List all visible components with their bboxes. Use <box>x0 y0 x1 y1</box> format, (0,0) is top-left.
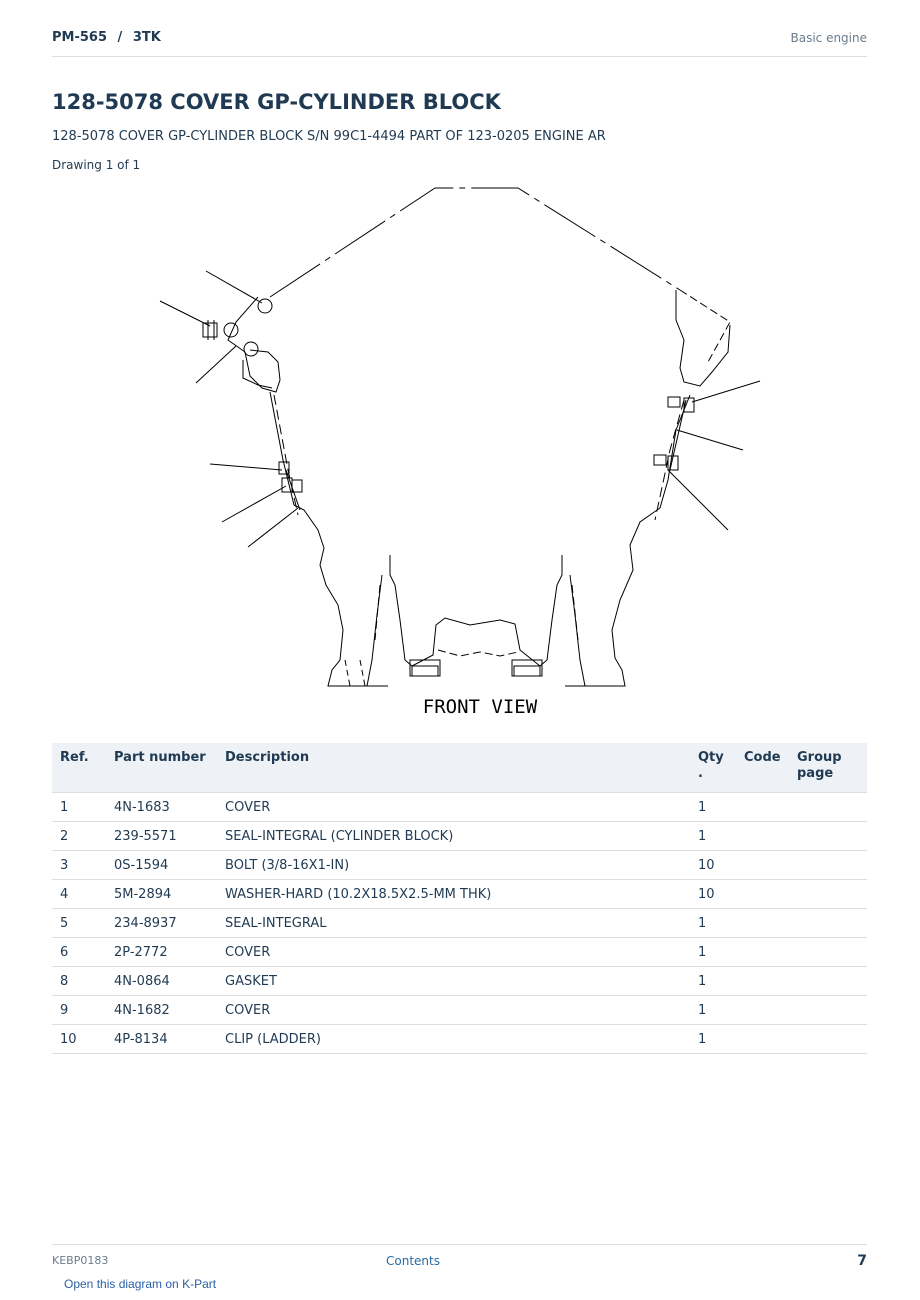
part-number-cell: 4N-0864 <box>106 967 217 996</box>
page-footer <box>52 1244 867 1269</box>
code-cell <box>736 793 789 822</box>
description-cell: WASHER-HARD (10.2X18.5X2.5-MM THK) <box>217 880 690 909</box>
serial-prefix-label: 3TK <box>132 30 161 45</box>
col-group-line2: page <box>797 766 834 781</box>
table-row[interactable] <box>52 938 867 967</box>
col-group-line1: Group <box>797 750 842 765</box>
group-page-cell <box>789 1025 867 1054</box>
model-label: PM-565 <box>52 30 107 45</box>
qty-cell: 1 <box>690 938 736 967</box>
col-ref: Ref. <box>52 743 106 793</box>
ref-cell: 2 <box>52 822 106 851</box>
part-number-cell: 2P-2772 <box>106 938 217 967</box>
ref-cell: 3 <box>52 851 106 880</box>
description-cell: COVER <box>217 793 690 822</box>
qty-cell: 1 <box>690 967 736 996</box>
ref-cell: 4 <box>52 880 106 909</box>
document-id: KEBP0183 <box>52 1254 109 1267</box>
code-cell <box>736 909 789 938</box>
code-cell <box>736 880 789 909</box>
description-cell: COVER <box>217 996 690 1025</box>
table-row[interactable] <box>52 996 867 1025</box>
part-number-cell: 4N-1682 <box>106 996 217 1025</box>
parts-table <box>52 743 867 1054</box>
code-cell <box>736 996 789 1025</box>
group-page-cell <box>789 822 867 851</box>
open-diagram-link[interactable]: Open this diagram on K-Part <box>64 1277 217 1291</box>
description-cell: SEAL-INTEGRAL <box>217 909 690 938</box>
qty-cell: 1 <box>690 909 736 938</box>
parts-diagram[interactable] <box>150 180 770 725</box>
ref-cell: 5 <box>52 909 106 938</box>
qty-cell: 1 <box>690 793 736 822</box>
col-qty <box>690 743 736 793</box>
ref-cell: 6 <box>52 938 106 967</box>
table-row[interactable] <box>52 793 867 822</box>
ref-cell: 8 <box>52 967 106 996</box>
section-label: Basic engine <box>790 31 867 45</box>
code-cell <box>736 851 789 880</box>
table-header-row <box>52 743 867 793</box>
qty-cell: 10 <box>690 851 736 880</box>
col-qty-line1: Qty <box>698 750 724 765</box>
page-header <box>52 28 867 57</box>
contents-link[interactable]: Contents <box>386 1254 440 1268</box>
col-group-page <box>789 743 867 793</box>
code-cell <box>736 967 789 996</box>
description-cell: BOLT (3/8-16X1-IN) <box>217 851 690 880</box>
group-page-cell <box>789 996 867 1025</box>
qty-cell: 1 <box>690 822 736 851</box>
table-row[interactable] <box>52 1025 867 1054</box>
group-page-cell <box>789 938 867 967</box>
code-cell <box>736 822 789 851</box>
table-row[interactable] <box>52 880 867 909</box>
group-page-cell <box>789 967 867 996</box>
group-page-cell <box>789 909 867 938</box>
table-row[interactable] <box>52 967 867 996</box>
col-part-number: Part number <box>106 743 217 793</box>
description-cell: COVER <box>217 938 690 967</box>
col-qty-line2: . <box>698 766 703 781</box>
code-cell <box>736 1025 789 1054</box>
ref-cell: 9 <box>52 996 106 1025</box>
front-view-label: FRONT VIEW <box>422 696 538 718</box>
part-number-cell: 234-8937 <box>106 909 217 938</box>
col-code: Code <box>736 743 789 793</box>
qty-cell: 10 <box>690 880 736 909</box>
group-page-cell <box>789 793 867 822</box>
part-number-cell: 5M-2894 <box>106 880 217 909</box>
part-number-cell: 4N-1683 <box>106 793 217 822</box>
qty-cell: 1 <box>690 1025 736 1054</box>
part-number-cell: 4P-8134 <box>106 1025 217 1054</box>
breadcrumb-separator: / <box>117 30 123 45</box>
group-page-cell <box>789 851 867 880</box>
qty-cell: 1 <box>690 996 736 1025</box>
part-number-cell: 0S-1594 <box>106 851 217 880</box>
drawing-count: Drawing 1 of 1 <box>52 158 141 172</box>
group-page-cell <box>789 880 867 909</box>
page-subtitle: 128-5078 COVER GP-CYLINDER BLOCK S/N 99C1-4494 PART OF 123-0205 ENGINE AR <box>52 129 606 144</box>
breadcrumb <box>52 30 161 45</box>
description-cell: SEAL-INTEGRAL (CYLINDER BLOCK) <box>217 822 690 851</box>
part-number-cell: 239-5571 <box>106 822 217 851</box>
ref-cell: 10 <box>52 1025 106 1054</box>
description-cell: CLIP (LADDER) <box>217 1025 690 1054</box>
col-description: Description <box>217 743 690 793</box>
code-cell <box>736 938 789 967</box>
page-title: 128-5078 COVER GP-CYLINDER BLOCK <box>52 90 501 114</box>
page-number: 7 <box>857 1253 867 1269</box>
diagram-drawing <box>150 180 770 725</box>
description-cell: GASKET <box>217 967 690 996</box>
table-row[interactable] <box>52 822 867 851</box>
table-row[interactable] <box>52 909 867 938</box>
ref-cell: 1 <box>52 793 106 822</box>
table-row[interactable] <box>52 851 867 880</box>
